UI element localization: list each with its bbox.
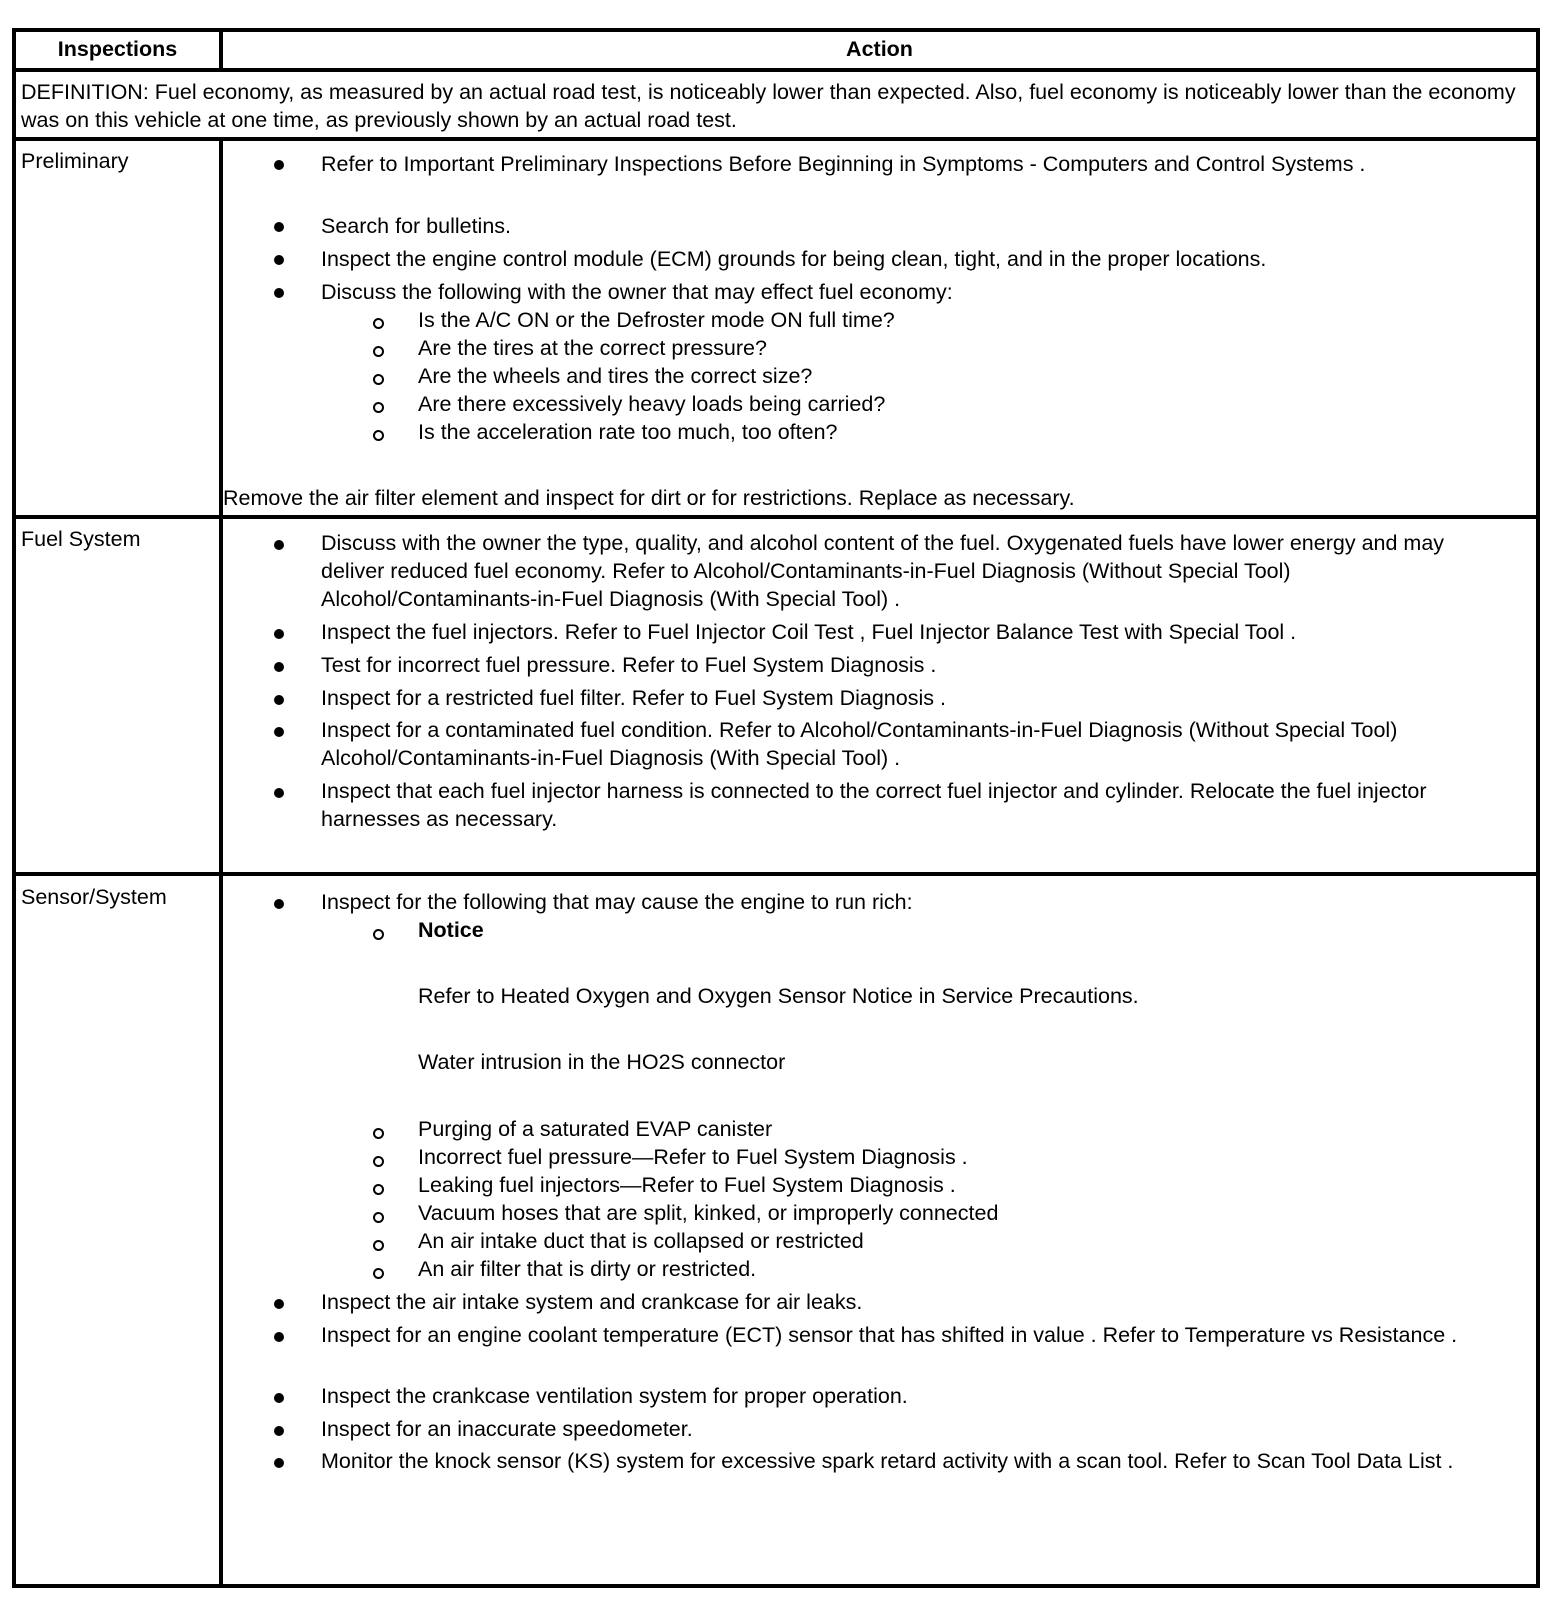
bullet-icon [274,727,284,737]
circle-bullet-icon [373,430,384,441]
notice-extra: Water intrusion in the HO2S connector [418,1050,786,1074]
column-divider-body [219,138,223,1584]
circle-bullet-icon [373,374,384,385]
diagnosis-table [12,28,1540,1588]
row-label-preliminary: Preliminary [21,149,129,173]
preliminary-divider [16,515,1536,519]
sensor-item-1: Inspect the air intake system and crankcase for air leaks. [321,1290,863,1314]
preliminary-subitem: Are the wheels and tires the correct size? [418,364,813,388]
sensor-item-3: Inspect the crankcase ventilation system for proper operation. [321,1384,908,1408]
sensor-subitem: An air filter that is dirty or restricted. [418,1257,757,1281]
bullet-icon [274,1393,284,1403]
bullet-icon [274,160,284,170]
notice-text: Refer to Heated Oxygen and Oxygen Sensor Notice in Service Precautions. [418,984,1139,1008]
fuel-item-2: Inspect the fuel injectors. Refer to Fuel Injector Coil Test , Fuel Injector Balance Test with Special Tool . [321,620,1297,644]
bullet-icon [274,1299,284,1309]
bullet-icon [274,222,284,232]
bullet-icon [274,1332,284,1342]
circle-bullet-icon [373,318,384,329]
fuel-item-5: Inspect for a contaminated fuel condition. Refer to Alcohol/Contaminants-in-Fuel Diagnosis (Without Special Tool) Alcohol/Contaminants-in-Fuel Diagnosis (With Special Tool) . [321,718,1398,770]
preliminary-footer: Remove the air filter element and inspect for dirt or for restrictions. Replace as necessary. [223,486,1075,510]
bullet-icon [274,1426,284,1436]
definition-text: DEFINITION: Fuel economy, as measured by an actual road test, is noticeably lower than expected. Also, fuel economy is noticeably lower than the economy was on this vehicle at one time, as previously shown by an actual road test. [21,80,1516,132]
sensor-item-2: Inspect for an engine coolant temperature (ECT) sensor that has shifted in value . Refer to Temperature vs Resistance . [321,1323,1458,1347]
sensor-subitem: Incorrect fuel pressure—Refer to Fuel System Diagnosis . [418,1145,968,1169]
preliminary-subitem: Is the A/C ON or the Defroster mode ON full time? [418,308,895,332]
circle-bullet-icon [373,1184,384,1195]
definition-divider [16,137,1536,141]
row-label-fuel-system: Fuel System [21,527,141,551]
bullet-icon [274,255,284,265]
fuel-item-4: Inspect for a restricted fuel filter. Refer to Fuel System Diagnosis . [321,686,946,710]
notice-title: Notice [418,918,484,942]
circle-bullet-icon [373,1212,384,1223]
sensor-subitem: An air intake duct that is collapsed or restricted [418,1229,864,1253]
circle-bullet-icon [373,346,384,357]
bullet-icon [274,788,284,798]
circle-bullet-icon [373,1268,384,1279]
header-inspections: Inspections [57,37,178,61]
sensor-subitem: Vacuum hoses that are split, kinked, or improperly connected [418,1201,999,1225]
bullet-icon [274,662,284,672]
sensor-subitem: Leaking fuel injectors—Refer to Fuel System Diagnosis . [418,1173,956,1197]
preliminary-subitem: Are there excessively heavy loads being carried? [418,392,886,416]
preliminary-item-3: Inspect the engine control module (ECM) grounds for being clean, tight, and in the proper locations. [321,247,1267,271]
circle-bullet-icon [373,1128,384,1139]
fuel-item-1: Discuss with the owner the type, quality, and alcohol content of the fuel. Oxygenated fuels have lower energy and may deliver reduced fuel economy. Refer to Alcohol/Contaminants-in-Fuel Diagnosis (Without Special Tool) Alcohol/Contaminants-in-Fuel Diagnosis (With Special Tool) . [321,531,1445,611]
circle-bullet-icon [373,929,384,940]
fuel-divider [16,872,1536,876]
preliminary-item-1: Refer to Important Preliminary Inspections Before Beginning in Symptoms - Computers and Control Systems . [321,152,1366,176]
preliminary-subitem: Are the tires at the correct pressure? [418,336,767,360]
bullet-icon [274,1458,284,1468]
bullet-icon [274,288,284,298]
sensor-subitem: Purging of a saturated EVAP canister [418,1117,773,1141]
header-action: Action [846,37,913,61]
sensor-item-4: Inspect for an inaccurate speedometer. [321,1417,693,1441]
sensor-item-5: Monitor the knock sensor (KS) system for excessive spark retard activity with a scan tool. Refer to Scan Tool Data List . [321,1449,1454,1473]
header-divider [16,68,1536,72]
circle-bullet-icon [373,1240,384,1251]
bullet-icon [274,629,284,639]
preliminary-subitem: Is the acceleration rate too much, too often? [418,420,838,444]
bullet-icon [274,899,284,909]
bullet-icon [274,540,284,550]
circle-bullet-icon [373,1156,384,1167]
fuel-item-6: Inspect that each fuel injector harness is connected to the correct fuel injector and cylinder. Relocate the fuel injector harnesses as necessary. [321,779,1427,831]
row-label-sensor-system: Sensor/System [21,885,167,909]
sensor-lead: Inspect for the following that may cause the engine to run rich: [321,890,913,914]
preliminary-item-4: Discuss the following with the owner that may effect fuel economy: [321,280,953,304]
preliminary-item-2: Search for bulletins. [321,214,512,238]
bullet-icon [274,695,284,705]
fuel-item-3: Test for incorrect fuel pressure. Refer to Fuel System Diagnosis . [321,653,937,677]
circle-bullet-icon [373,402,384,413]
